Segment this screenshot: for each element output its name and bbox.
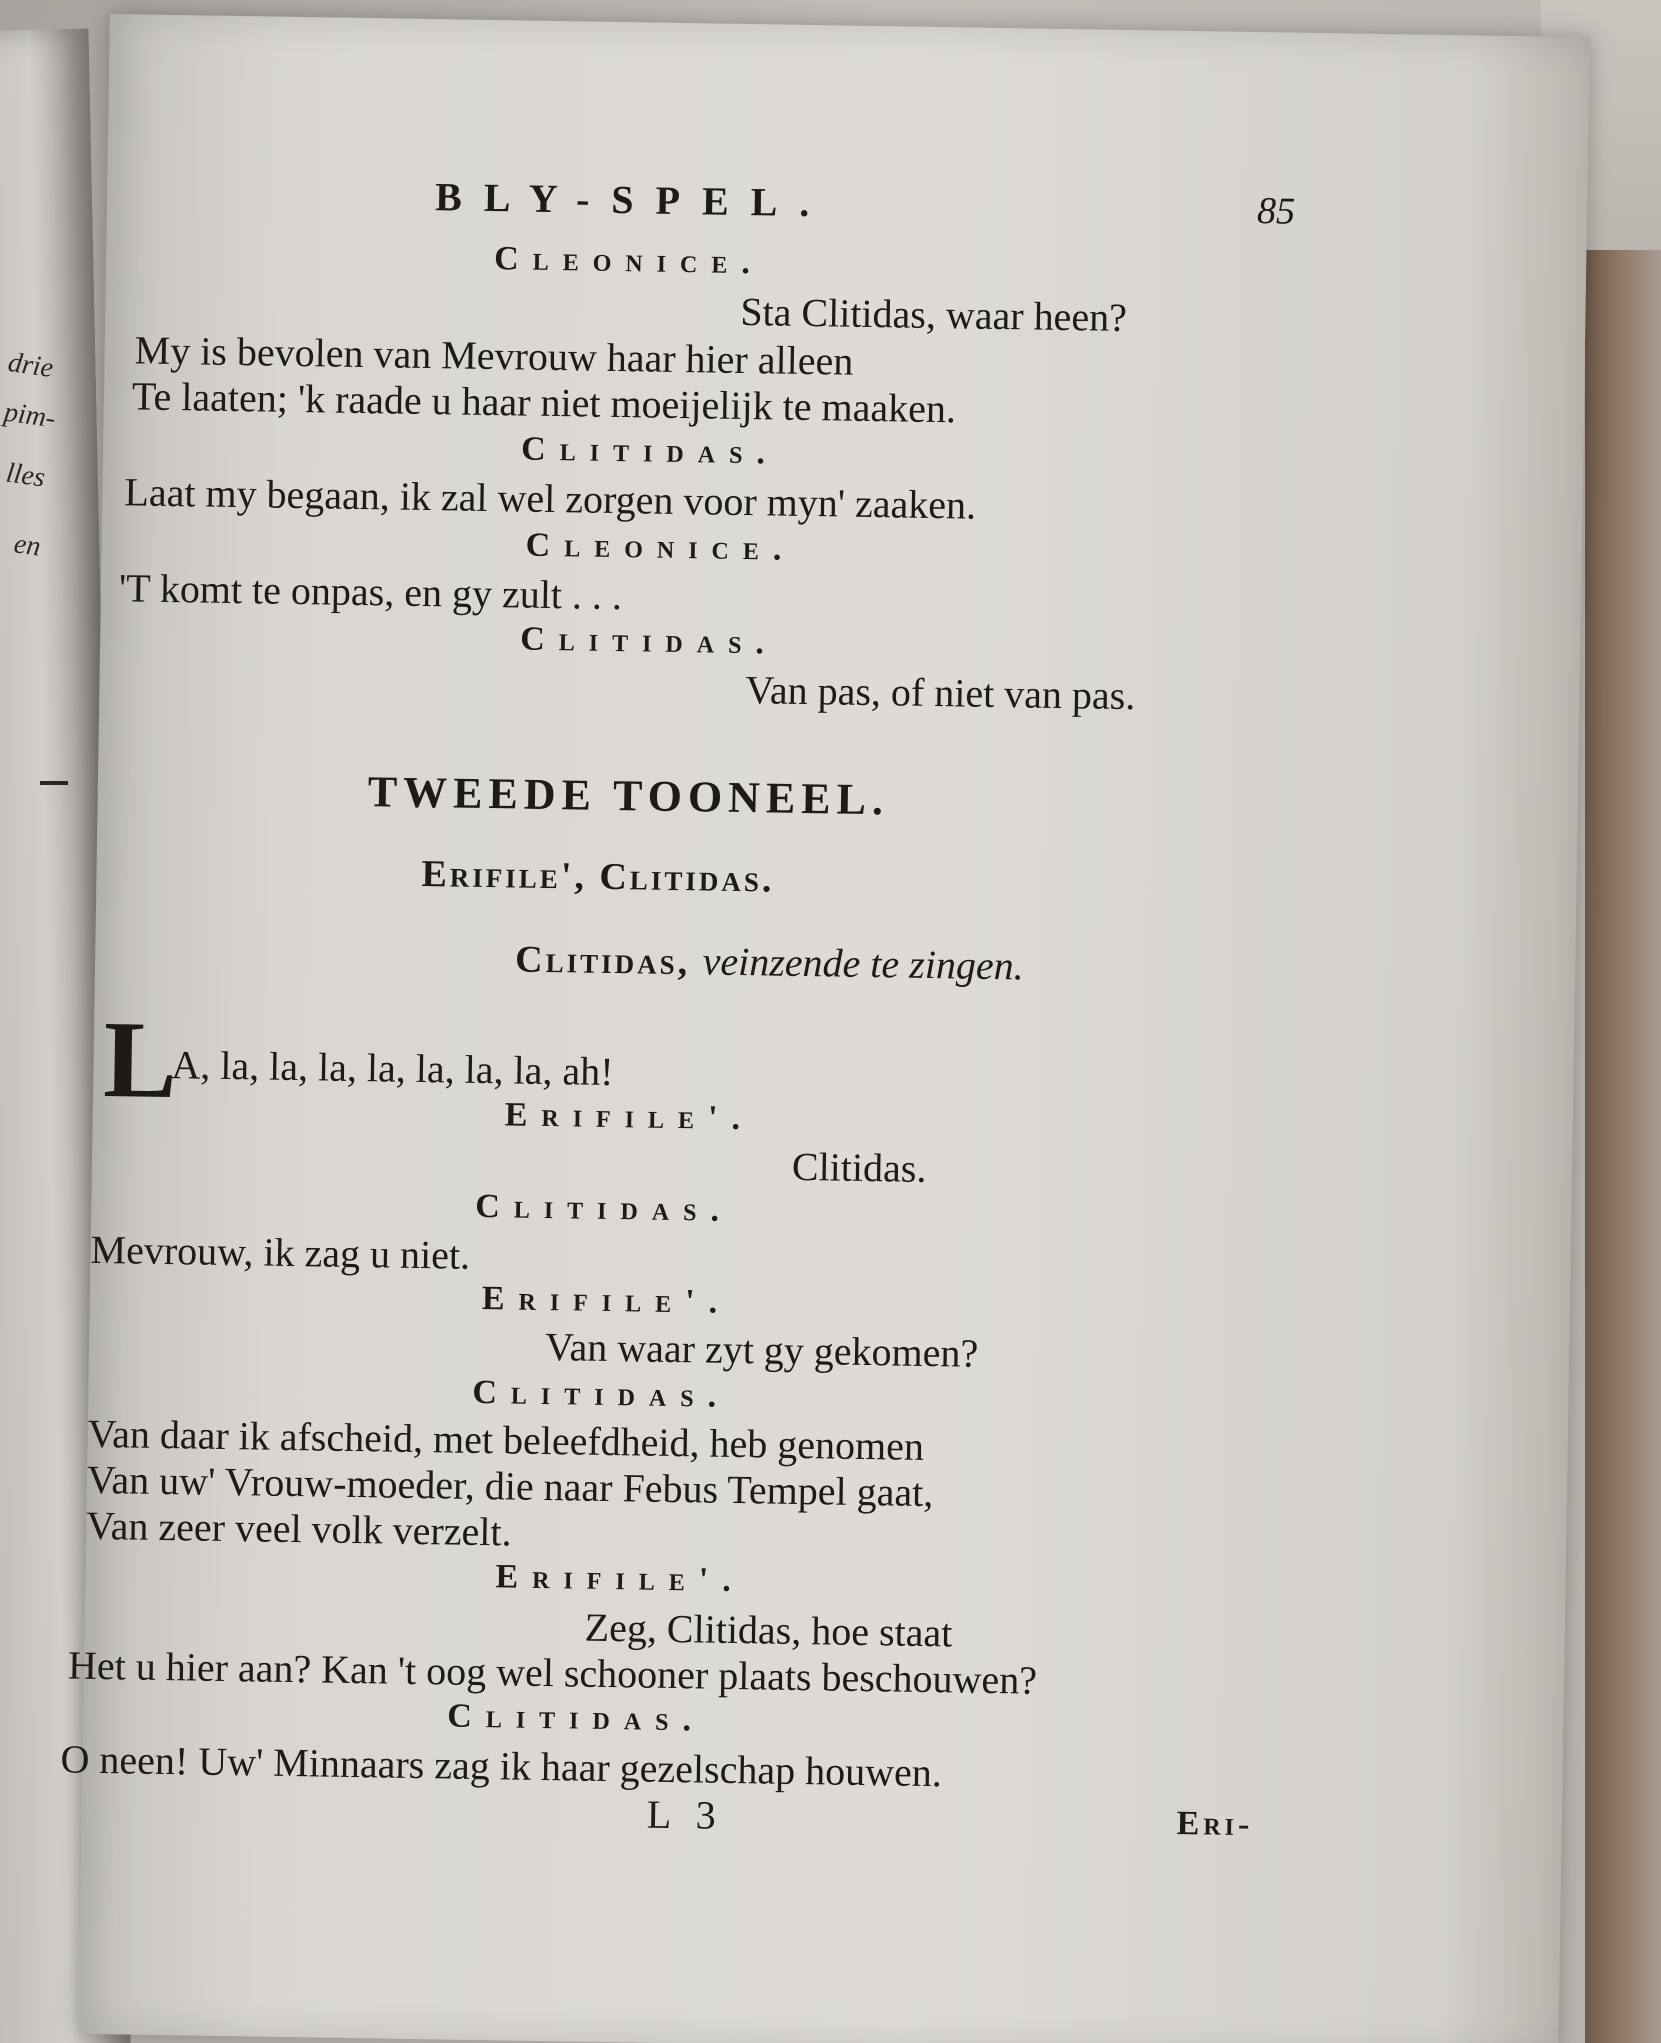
verse-line: Van daar ik afscheid, met beleefdheid, heb genomen	[87, 1410, 925, 1469]
page-number: 85	[1256, 190, 1296, 233]
speaker-label: Clitidas.	[472, 1373, 731, 1415]
signature-mark: L 3	[646, 1791, 725, 1838]
speaker-label: Clitidas.	[519, 620, 779, 662]
facing-page-word: drie	[6, 347, 56, 384]
speaker-label: Cleonice.	[493, 240, 765, 282]
verse-line: Van pas, of niet van pas.	[745, 667, 1136, 719]
verse-line: Van zeer veel volk verzelt.	[85, 1502, 512, 1555]
facing-page-word: en	[12, 528, 43, 563]
book-page	[60, 14, 1590, 2043]
verse-line: Van waar zyt gy gekomen?	[544, 1324, 979, 1376]
verse-line: Sta Clitidas, waar heen?	[740, 288, 1128, 341]
facing-page-rule	[40, 781, 68, 785]
verse-line: Van uw' Vrouw-moeder, die naar Febus Tempel gaat,	[86, 1456, 934, 1516]
speaker-label: Erifile'.	[504, 1096, 755, 1138]
book-page-edges	[1585, 250, 1661, 2043]
verse-line: 'T komt te onpas, en gy zult . . .	[118, 565, 623, 619]
speaker-name: Clitidas,	[514, 938, 691, 984]
verse-line: My is bevolen van Mevrouw haar hier alleen	[134, 327, 854, 384]
page-text	[60, 14, 1590, 1844]
speaker-label: Erifile'.	[495, 1558, 746, 1600]
scene-heading: TWEEDE TOONEEL.	[367, 767, 890, 825]
speaker-label: Clitidas.	[447, 1697, 706, 1739]
verse-line: Te laaten; 'k raade u haar niet moeijelijk te maaken.	[131, 373, 957, 432]
verse-line: A, la, la, la, la, la, la, la, ah!	[171, 1042, 614, 1095]
speaker-label: Erifile'.	[481, 1280, 732, 1321]
speaker-label: Cleonice.	[525, 526, 796, 568]
drop-cap: L	[102, 998, 178, 1122]
verse-line: Laat my begaan, ik zal wel zorgen voor myn' zaaken.	[124, 469, 977, 528]
speaker-label: Clitidas.	[475, 1187, 734, 1229]
facing-page-word: pim-	[2, 396, 58, 435]
verse-line: O neen! Uw' Minnaars zag ik haar gezelschap houwen.	[60, 1736, 943, 1796]
cast-list: Erifile', Clitidas.	[421, 853, 775, 901]
catchword: Eri-	[1176, 1804, 1254, 1844]
speaker-label: Clitidas.	[520, 430, 780, 472]
verse-line: Zeg, Clitidas, hoe staat	[584, 1604, 953, 1656]
direction-text: veinzende te zingen.	[702, 938, 1025, 989]
verse-line: Clitidas.	[791, 1143, 927, 1191]
stage-direction	[514, 938, 1025, 989]
running-title: BLY-SPEL.	[434, 174, 832, 226]
verse-line: Mevrouw, ik zag u niet.	[90, 1226, 471, 1278]
verse-line: Het u hier aan? Kan 't oog wel schooner plaats beschouwen?	[67, 1642, 1038, 1703]
facing-page-word: lles	[4, 457, 47, 494]
